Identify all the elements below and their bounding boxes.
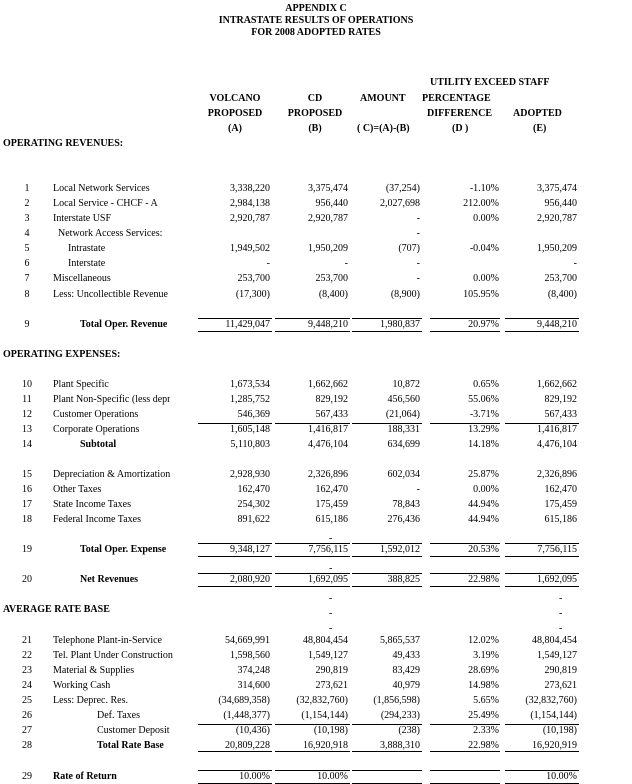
cell-a: 54,669,991 xyxy=(225,635,270,646)
underline-rule xyxy=(352,724,422,725)
cell-c: (238) xyxy=(398,725,420,736)
row-label: State Income Taxes xyxy=(53,499,131,510)
row-label: Federal Income Taxes xyxy=(53,514,141,525)
underline-rule xyxy=(275,751,350,752)
row-label: Miscellaneous xyxy=(53,273,111,284)
row-label: Net Revenues xyxy=(80,574,139,585)
cell-e: 16,920,919 xyxy=(532,740,577,751)
cell-c: 2,027,698 xyxy=(380,198,420,209)
section-operating-revenues: OPERATING REVENUES: xyxy=(3,138,124,149)
row-number: 17 xyxy=(22,499,32,510)
cell-a: 1,605,148 xyxy=(230,424,270,435)
cell-d: 5.65% xyxy=(473,695,499,706)
underline-rule xyxy=(198,751,272,752)
cell-b: 1,549,127 xyxy=(308,650,348,661)
cell-a: 2,080,920 xyxy=(230,574,270,585)
row-number: 11 xyxy=(22,394,32,405)
underline-rule xyxy=(275,573,350,574)
cell-e: 48,804,454 xyxy=(532,635,577,646)
row-number: 28 xyxy=(22,740,32,751)
underline-rule xyxy=(352,331,422,332)
cell-e: 162,470 xyxy=(544,484,577,495)
row-label: Intrastate xyxy=(68,243,106,254)
cell-c: (21,064) xyxy=(385,409,420,420)
cell-d: 55.06% xyxy=(468,394,499,405)
row-number: 9 xyxy=(24,319,30,330)
row-label: Def. Taxes xyxy=(97,710,140,721)
cell-e: 1,692,095 xyxy=(537,574,577,585)
underline-rule xyxy=(505,331,579,332)
underline-rule xyxy=(430,423,500,424)
title-line-3: FOR 2008 ADOPTED RATES xyxy=(251,27,381,38)
underline-rule xyxy=(430,724,500,725)
cell-b: 3,375,474 xyxy=(308,183,348,194)
cell-b: 1,692,095 xyxy=(308,574,348,585)
cell-c: (37,254) xyxy=(385,183,420,194)
cell-c: (707) xyxy=(398,243,420,254)
cell-d: 44.94% xyxy=(468,514,499,525)
cell-b: 9,448,210 xyxy=(308,319,348,330)
cell-d: 0.65% xyxy=(473,379,499,390)
cell-a: - xyxy=(266,258,270,269)
cell-e: 567,433 xyxy=(544,409,577,420)
cell-d: 22.98% xyxy=(468,740,499,751)
row-label: Working Cash xyxy=(53,680,111,691)
header-volcano-1: VOLCANO xyxy=(209,93,261,104)
row-label: Interstate xyxy=(68,258,106,269)
cell-c: - xyxy=(416,484,420,495)
row-label: Local Service - CHCF - A xyxy=(53,198,158,209)
row-number: 3 xyxy=(24,213,30,224)
cell-b: 1,950,209 xyxy=(308,243,348,254)
underline-rule xyxy=(430,770,500,771)
cell-e: 273,621 xyxy=(544,680,577,691)
cell-e: 10.00% xyxy=(546,771,577,782)
cell-c: - xyxy=(416,228,420,239)
cell-c: 83,429 xyxy=(392,665,420,676)
cell-e: (8,400) xyxy=(547,289,577,300)
underline-rule xyxy=(430,556,500,557)
cell-b: (8,400) xyxy=(318,289,348,300)
cell-a: 1,949,502 xyxy=(230,243,270,254)
cell-e: 7,756,115 xyxy=(537,544,577,555)
cell-c: - xyxy=(416,213,420,224)
header-cd-1: CD xyxy=(307,93,323,104)
row-label: Local Network Services xyxy=(53,183,150,194)
underline-rule xyxy=(352,573,422,574)
cell-a: (17,300) xyxy=(235,289,270,300)
row-number: 16 xyxy=(22,484,32,495)
cell-e: (10,198) xyxy=(542,725,577,736)
cell-a: 314,600 xyxy=(237,680,270,691)
header-pct-2: DIFFERENCE xyxy=(427,108,493,119)
underline-rule xyxy=(352,318,422,319)
cell-c: 188,331 xyxy=(387,424,420,435)
row-number: 27 xyxy=(22,725,32,736)
underline-rule xyxy=(275,331,350,332)
cell-d: 0.00% xyxy=(473,213,499,224)
underline-rule xyxy=(198,331,272,332)
header-cd-3: (B) xyxy=(308,123,322,134)
row-number: 22 xyxy=(22,650,32,661)
row-label: Depreciation & Amortization xyxy=(53,469,171,480)
cell-c: (294,233) xyxy=(380,710,420,721)
row-number: 13 xyxy=(22,424,32,435)
cell-b: 48,804,454 xyxy=(303,635,348,646)
cell-c: 49,433 xyxy=(392,650,420,661)
cell-e: 1,416,817 xyxy=(537,424,577,435)
cell-e: - xyxy=(573,258,577,269)
row-number: 2 xyxy=(24,198,30,209)
dash-marker: - xyxy=(559,623,563,634)
cell-e: 4,476,104 xyxy=(537,439,577,450)
row-label: Total Oper. Expense xyxy=(80,544,167,555)
row-label: Rate of Return xyxy=(53,771,117,782)
row-label: Network Access Services: xyxy=(58,228,163,239)
cell-b: 829,192 xyxy=(315,394,348,405)
cell-a: 1,673,534 xyxy=(230,379,270,390)
cell-a: (1,448,377) xyxy=(223,710,270,721)
underline-rule xyxy=(198,423,272,424)
cell-b: 273,621 xyxy=(315,680,348,691)
cell-e: 1,549,127 xyxy=(537,650,577,661)
underline-rule xyxy=(352,770,422,771)
row-number: 12 xyxy=(22,409,32,420)
underline-rule xyxy=(505,770,579,771)
row-number: 6 xyxy=(24,258,30,269)
cell-c: 276,436 xyxy=(387,514,420,525)
header-pct-3: (D ) xyxy=(452,123,469,134)
header-amount-1: AMOUNT xyxy=(360,93,406,104)
underline-rule xyxy=(352,751,422,752)
cell-e: 1,950,209 xyxy=(537,243,577,254)
cell-c: 1,980,837 xyxy=(380,319,420,330)
header-pct-1: PERCENTAGE xyxy=(422,93,491,104)
cell-a: 1,285,752 xyxy=(230,394,270,405)
cell-a: 1,598,560 xyxy=(230,650,270,661)
row-label: Customer Operations xyxy=(53,409,139,420)
cell-b: 2,326,896 xyxy=(308,469,348,480)
cell-b: 956,440 xyxy=(315,198,348,209)
header-utility-exceed-staff: UTILITY EXCEED STAFF xyxy=(430,77,550,88)
cell-c: 602,034 xyxy=(387,469,420,480)
cell-d: 20.97% xyxy=(468,319,499,330)
row-number: 23 xyxy=(22,665,32,676)
cell-d: 14.98% xyxy=(468,680,499,691)
cell-a: 253,700 xyxy=(237,273,270,284)
cell-c: 1,592,012 xyxy=(380,544,420,555)
cell-c: 10,872 xyxy=(392,379,420,390)
row-label: Plant Specific xyxy=(53,379,109,390)
header-amount-2: ( C)=(A)-(B) xyxy=(357,123,410,134)
cell-d: -1.10% xyxy=(469,183,499,194)
cell-e: 253,700 xyxy=(544,273,577,284)
cell-b: 162,470 xyxy=(315,484,348,495)
cell-e: 615,186 xyxy=(544,514,577,525)
cell-c: 388,825 xyxy=(387,574,420,585)
cell-b: 1,662,662 xyxy=(308,379,348,390)
underline-rule xyxy=(430,318,500,319)
underline-rule xyxy=(352,423,422,424)
cell-c: 5,865,537 xyxy=(380,635,420,646)
row-label: Customer Deposit xyxy=(97,725,170,736)
underline-rule xyxy=(430,586,500,587)
cell-b: (10,198) xyxy=(313,725,348,736)
cell-b: 10.00% xyxy=(317,771,348,782)
row-number: 4 xyxy=(24,228,30,239)
row-label: Material & Supplies xyxy=(53,665,135,676)
cell-b: 7,756,115 xyxy=(308,544,348,555)
row-label: Interstate USF xyxy=(53,213,112,224)
cell-d: 0.00% xyxy=(473,273,499,284)
cell-b: 175,459 xyxy=(315,499,348,510)
cell-c: (1,856,598) xyxy=(373,695,420,706)
dash-marker: - xyxy=(329,608,333,619)
cell-e: 9,448,210 xyxy=(537,319,577,330)
cell-a: 546,369 xyxy=(237,409,270,420)
underline-rule xyxy=(198,724,272,725)
cell-a: 2,984,138 xyxy=(230,198,270,209)
underline-rule xyxy=(430,751,500,752)
row-label: Total Oper. Revenue xyxy=(80,319,168,330)
row-number: 5 xyxy=(24,243,30,254)
dash-marker: - xyxy=(329,563,333,574)
section-average-rate-base: AVERAGE RATE BASE xyxy=(3,604,110,615)
dash-marker: - xyxy=(329,593,333,604)
row-label: Telephone Plant-in-Service xyxy=(53,635,162,646)
cell-a: 254,302 xyxy=(237,499,270,510)
row-number: 21 xyxy=(22,635,32,646)
underline-rule xyxy=(275,318,350,319)
cell-e: (1,154,144) xyxy=(530,710,577,721)
dash-marker: - xyxy=(329,533,333,544)
underline-rule xyxy=(198,573,272,574)
header-volcano-2: PROPOSED xyxy=(207,108,263,119)
row-number: 14 xyxy=(22,439,32,450)
underline-rule xyxy=(352,586,422,587)
cell-b: (32,832,760) xyxy=(296,695,348,706)
cell-d: 12.02% xyxy=(468,635,499,646)
row-number: 25 xyxy=(22,695,32,706)
underline-rule xyxy=(275,423,350,424)
row-number: 20 xyxy=(22,574,32,585)
cell-a: 5,110,803 xyxy=(230,439,270,450)
cell-a: 891,622 xyxy=(237,514,270,525)
cell-d: -0.04% xyxy=(469,243,499,254)
cell-c: - xyxy=(416,273,420,284)
row-label: Subtotal xyxy=(80,439,117,450)
cell-b: - xyxy=(344,258,348,269)
dash-marker: - xyxy=(559,608,563,619)
row-label: Plant Non-Specific (less depr xyxy=(53,394,171,405)
cell-a: (10,436) xyxy=(235,725,270,736)
row-label: Total Rate Base xyxy=(97,740,164,751)
cell-d: 105.95% xyxy=(463,289,499,300)
cell-b: 1,416,817 xyxy=(308,424,348,435)
cell-a: 2,920,787 xyxy=(230,213,270,224)
cell-e: 956,440 xyxy=(544,198,577,209)
row-number: 26 xyxy=(22,710,32,721)
section-operating-expenses: OPERATING EXPENSES: xyxy=(3,349,121,360)
underline-rule xyxy=(505,556,579,557)
header-volcano-3: (A) xyxy=(228,123,242,134)
underline-rule xyxy=(198,318,272,319)
cell-e: 829,192 xyxy=(544,394,577,405)
cell-d: 3.19% xyxy=(473,650,499,661)
title-line-2: INTRASTATE RESULTS OF OPERATIONS xyxy=(218,15,414,26)
cell-d: 25.87% xyxy=(468,469,499,480)
header-cd-2: PROPOSED xyxy=(287,108,343,119)
underline-rule xyxy=(198,770,272,771)
underline-rule xyxy=(505,573,579,574)
cell-a: 9,348,127 xyxy=(230,544,270,555)
dash-marker: - xyxy=(329,623,333,634)
row-number: 18 xyxy=(22,514,32,525)
cell-e: 2,326,896 xyxy=(537,469,577,480)
cell-e: 2,920,787 xyxy=(537,213,577,224)
cell-b: 290,819 xyxy=(315,665,348,676)
underline-rule xyxy=(275,543,350,544)
cell-b: 16,920,918 xyxy=(303,740,348,751)
underline-rule xyxy=(505,586,579,587)
cell-a: (34,689,358) xyxy=(218,695,270,706)
row-label: Less: Deprec. Res. xyxy=(53,695,128,706)
cell-d: 14.18% xyxy=(468,439,499,450)
cell-c: - xyxy=(416,258,420,269)
row-label: Other Taxes xyxy=(53,484,102,495)
cell-e: 1,662,662 xyxy=(537,379,577,390)
row-number: 15 xyxy=(22,469,32,480)
underline-rule xyxy=(430,573,500,574)
row-number: 1 xyxy=(24,183,30,194)
underline-rule xyxy=(275,770,350,771)
underline-rule xyxy=(505,543,579,544)
underline-rule xyxy=(198,556,272,557)
underline-rule xyxy=(430,331,500,332)
cell-d: 2.33% xyxy=(473,725,499,736)
underline-rule xyxy=(275,586,350,587)
underline-rule xyxy=(505,423,579,424)
underline-rule xyxy=(430,543,500,544)
cell-b: 615,186 xyxy=(315,514,348,525)
underline-rule xyxy=(352,556,422,557)
cell-d: 44.94% xyxy=(468,499,499,510)
cell-a: 20,809,228 xyxy=(225,740,270,751)
header-adopted-2: (E) xyxy=(533,123,547,134)
underline-rule xyxy=(352,543,422,544)
cell-a: 162,470 xyxy=(237,484,270,495)
underline-rule xyxy=(198,586,272,587)
cell-c: (8,900) xyxy=(390,289,420,300)
row-label: Corporate Operations xyxy=(53,424,140,435)
cell-a: 3,338,220 xyxy=(230,183,270,194)
row-number: 19 xyxy=(22,544,32,555)
cell-b: 4,476,104 xyxy=(308,439,348,450)
header-adopted-1: ADOPTED xyxy=(513,108,562,119)
row-number: 7 xyxy=(24,273,30,284)
cell-d: 0.00% xyxy=(473,484,499,495)
underline-rule xyxy=(275,724,350,725)
row-number: 29 xyxy=(22,771,32,782)
cell-a: 2,928,930 xyxy=(230,469,270,480)
cell-d: 25.49% xyxy=(468,710,499,721)
cell-d: 13.29% xyxy=(468,424,499,435)
cell-c: 3,888,310 xyxy=(380,740,420,751)
cell-e: (32,832,760) xyxy=(525,695,577,706)
cell-b: 567,433 xyxy=(315,409,348,420)
cell-e: 3,375,474 xyxy=(537,183,577,194)
cell-d: -3.71% xyxy=(469,409,499,420)
underline-rule xyxy=(505,318,579,319)
cell-d: 28.69% xyxy=(468,665,499,676)
underline-rule xyxy=(198,543,272,544)
row-label: Tel. Plant Under Construction xyxy=(53,650,173,661)
row-label: Less: Uncollectible Revenue xyxy=(53,289,168,300)
cell-b: (1,154,144) xyxy=(301,710,348,721)
cell-c: 634,699 xyxy=(387,439,420,450)
underline-rule xyxy=(505,724,579,725)
row-number: 8 xyxy=(24,289,30,300)
cell-c: 40,979 xyxy=(392,680,420,691)
title-line-1: APPENDIX C xyxy=(285,3,347,14)
underline-rule xyxy=(505,751,579,752)
row-number: 10 xyxy=(22,379,32,390)
cell-d: 212.00% xyxy=(463,198,499,209)
cell-a: 10.00% xyxy=(239,771,270,782)
cell-e: 290,819 xyxy=(544,665,577,676)
cell-c: 78,843 xyxy=(392,499,420,510)
cell-d: 22.98% xyxy=(468,574,499,585)
cell-e: 175,459 xyxy=(544,499,577,510)
cell-c: 456,560 xyxy=(387,394,420,405)
row-number: 24 xyxy=(22,680,32,691)
cell-a: 11,429,047 xyxy=(225,319,270,330)
cell-a: 374,248 xyxy=(237,665,270,676)
dash-marker: - xyxy=(559,593,563,604)
underline-rule xyxy=(275,556,350,557)
cell-b: 253,700 xyxy=(315,273,348,284)
cell-d: 20.53% xyxy=(468,544,499,555)
cell-b: 2,920,787 xyxy=(308,213,348,224)
